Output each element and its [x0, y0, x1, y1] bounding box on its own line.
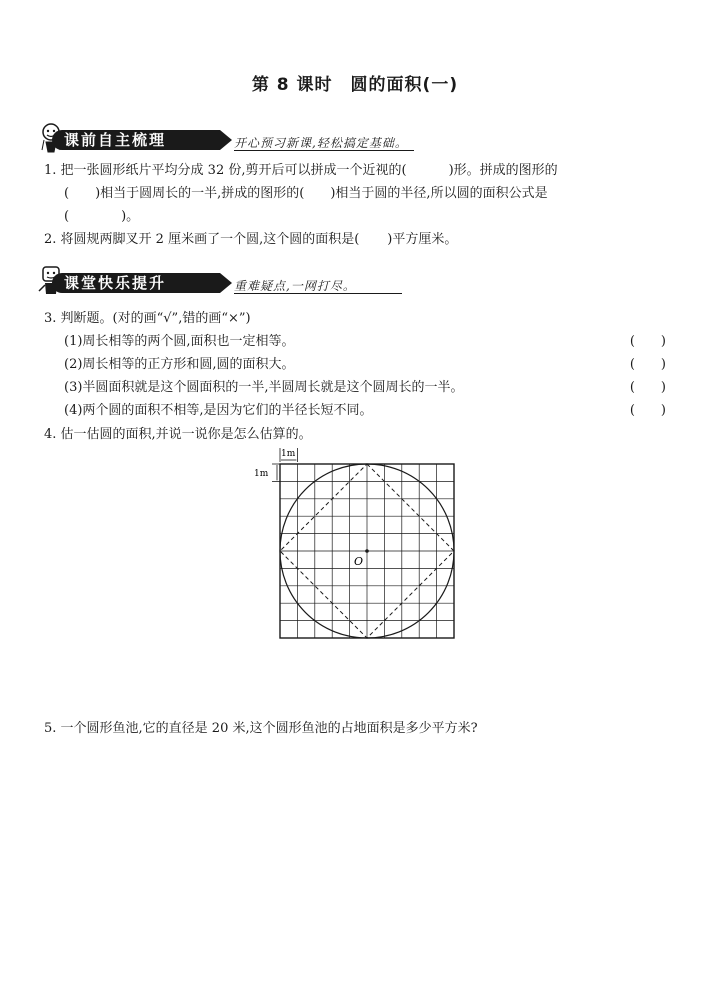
- page-title: 第 8 课时 圆的面积(一): [251, 75, 459, 95]
- judge-item: [64, 400, 666, 422]
- slogan-underline: [234, 293, 402, 294]
- section-title-practice: 课堂快乐提升: [64, 274, 167, 292]
- question-text: )相当于圆周长的一半,拼成的图形的(: [95, 186, 305, 201]
- judge-item-text: (3)半圆面积就是这个圆面积的一半,半圆周长就是这个圆周长的一半。: [64, 380, 464, 395]
- center-point: [365, 549, 369, 553]
- slogan-underline: [234, 150, 414, 151]
- judge-item: [64, 331, 666, 353]
- answer-paren[interactable]: ( ): [629, 357, 666, 372]
- section-slogan-practice: 重难疑点,一网打尽。: [234, 279, 356, 293]
- question-1-line-2: [64, 183, 548, 205]
- section-banner-preview: [34, 128, 454, 154]
- question-text: )。: [121, 209, 140, 224]
- judge-item: [64, 354, 666, 376]
- question-text: (: [64, 186, 70, 201]
- question-number: 2.: [44, 232, 57, 247]
- question-number: 4.: [44, 427, 57, 442]
- question-5: [44, 718, 478, 740]
- judge-item-text: (1)周长相等的两个圆,面积也一定相等。: [64, 334, 295, 349]
- unit-label-left: 1m: [254, 469, 269, 479]
- unit-label-top: 1m: [281, 449, 296, 459]
- question-1-line-3: [64, 206, 139, 228]
- answer-paren[interactable]: ( ): [629, 403, 666, 418]
- section-slogan-preview: 开心预习新课,轻松搞定基础。: [234, 136, 408, 150]
- question-text: (: [64, 209, 70, 224]
- question-text: )形。拼成的图形的: [448, 163, 558, 178]
- answer-paren[interactable]: ( ): [629, 380, 666, 395]
- center-label: O: [354, 555, 364, 568]
- question-text: )相当于圆的半径,所以圆的面积公式是: [330, 186, 548, 201]
- question-text: 估一估圆的面积,并说一说你是怎么估算的。: [60, 427, 312, 442]
- question-4: [44, 424, 312, 446]
- judge-item-text: (2)周长相等的正方形和圆,圆的面积大。: [64, 357, 295, 372]
- question-text: 一个圆形鱼池,它的直径是 20 米,这个圆形鱼池的占地面积是多少平方米?: [60, 721, 478, 736]
- section-title-preview: 课前自主梳理: [64, 131, 167, 149]
- question-3: [44, 308, 251, 330]
- section-banner-practice: [34, 271, 454, 297]
- judge-item-text: (4)两个圆的面积不相等,是因为它们的半径长短不同。: [64, 403, 373, 418]
- answer-paren[interactable]: ( ): [629, 334, 666, 349]
- question-text: )平方厘米。: [387, 232, 458, 247]
- question-1-line-1: [44, 160, 558, 182]
- question-number: 5.: [44, 721, 57, 736]
- question-text: 把一张圆形纸片平均分成 32 份,剪开后可以拼成一个近视的(: [60, 163, 407, 178]
- question-number: 3.: [44, 311, 57, 326]
- judge-item: [64, 377, 666, 399]
- question-2: [44, 229, 457, 251]
- question-text: 将圆规两脚叉开 2 厘米画了一个圆,这个圆的面积是(: [60, 232, 360, 247]
- circle-grid-diagram: [250, 446, 462, 642]
- question-text: 判断题。(对的画“√”,错的画“×”): [60, 311, 251, 326]
- question-number: 1.: [44, 163, 57, 178]
